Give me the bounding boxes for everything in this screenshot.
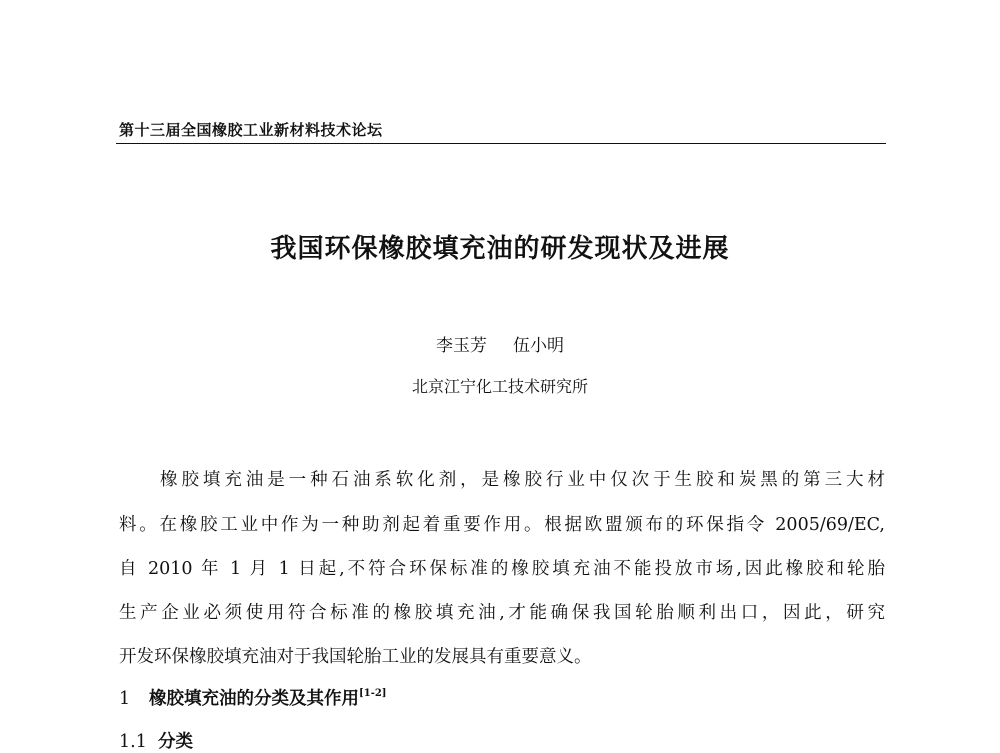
paragraph-line: 料。在橡胶工业中作为一种助剂起着重要作用。根据欧盟颁布的环保指令 2005/69/EC, (119, 515, 885, 535)
header-rule (116, 143, 886, 144)
section-number: 1 (119, 689, 131, 709)
subsection-heading (119, 728, 193, 753)
paragraph-line: 生产企业必须使用符合标准的橡胶填充油,才能确保我国轮胎顺利出口，因此，研究 (119, 603, 885, 623)
subsection-title: 分类 (157, 732, 193, 752)
section-heading (119, 685, 387, 710)
section-title: 橡胶填充油的分类及其作用 (149, 689, 359, 709)
paragraph-line: 自 2010 年 1 月 1 日起,不符合环保标准的橡胶填充油不能投放市场,因此橡胶和轮胎 (119, 559, 885, 579)
author-line (0, 331, 1000, 356)
paragraph-line: 开发环保橡胶填充油对于我国轮胎工业的发展具有重要意义。 (119, 647, 592, 667)
paragraph-line: 橡胶填充油是一种石油系软化剂，是橡胶行业中仅次于生胶和炭黑的第三大材 (160, 470, 885, 490)
citation-ref: [1-2] (359, 688, 387, 699)
subsection-number: 1.1 (119, 732, 147, 752)
author-name: 李玉芳 (436, 336, 487, 356)
author-name: 伍小明 (513, 336, 564, 356)
running-header: 第十三届全国橡胶工业新材料技术论坛 (119, 121, 383, 139)
article-title: 我国环保橡胶填充油的研发现状及进展 (270, 234, 730, 264)
author-affiliation: 北京江宁化工技术研究所 (411, 377, 588, 396)
